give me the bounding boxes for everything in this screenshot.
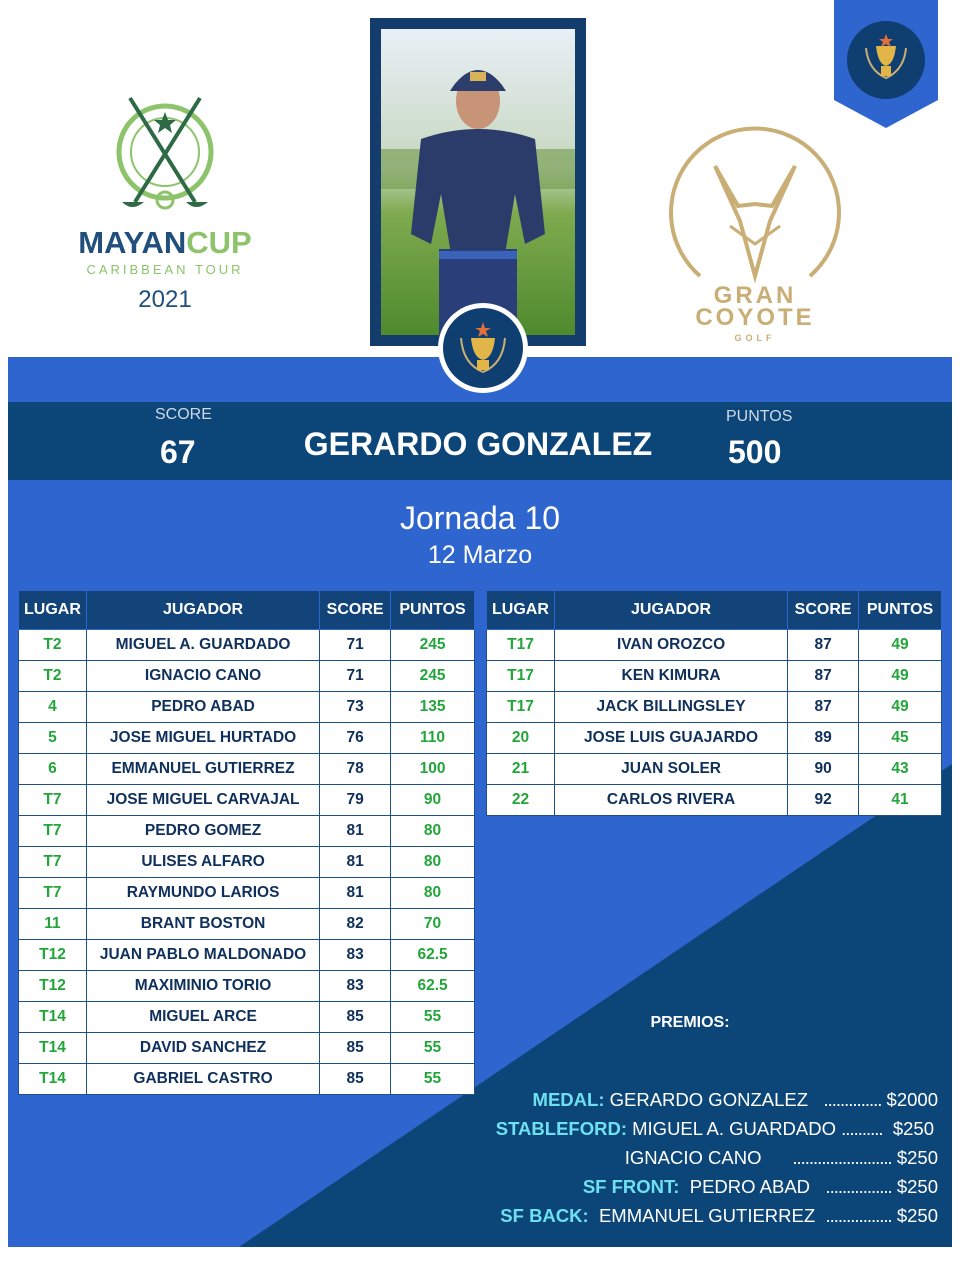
points-cell: 55	[391, 1064, 475, 1095]
trophy-laurel-icon	[437, 302, 529, 394]
header-lugar: LUGAR	[487, 591, 555, 630]
score-cell: 85	[320, 1002, 391, 1033]
table-row	[19, 1002, 475, 1033]
points-cell: 80	[391, 816, 475, 847]
table-row	[19, 909, 475, 940]
place-cell: T7	[19, 878, 87, 909]
round-title: Jornada 10	[399, 500, 561, 536]
player-cell: EMMANUEL GUTIERREZ	[86, 754, 319, 785]
prize-category: SF FRONT:	[582, 1176, 680, 1197]
prize-category: MEDAL:	[532, 1089, 605, 1110]
table-row	[19, 785, 475, 816]
points-cell: 135	[391, 692, 475, 723]
player-cell: JUAN SOLER	[554, 754, 787, 785]
score-cell: 87	[788, 692, 859, 723]
table-row	[19, 971, 475, 1002]
table-row	[19, 940, 475, 971]
place-cell: 4	[19, 692, 87, 723]
player-summary-bar	[8, 402, 952, 480]
place-cell: T17	[487, 630, 555, 661]
score-cell: 81	[320, 847, 391, 878]
table-row	[19, 1064, 475, 1095]
points-cell: 49	[859, 692, 942, 723]
player-cell: ULISES ALFARO	[86, 847, 319, 878]
score-label: SCORE	[155, 406, 212, 423]
player-name: GERARDO GONZALEZ	[303, 426, 653, 462]
place-cell: 20	[487, 723, 555, 754]
player-cell: IVAN OROZCO	[554, 630, 787, 661]
player-cell: JACK BILLINGSLEY	[554, 692, 787, 723]
gran-coyote-logo	[660, 126, 860, 356]
prize-dots: ..........	[841, 1118, 883, 1139]
prize-stableford-1	[496, 1118, 934, 1140]
points-label: PUNTOS	[726, 408, 793, 425]
table-row	[19, 816, 475, 847]
score-cell: 78	[320, 754, 391, 785]
header-score: SCORE	[788, 591, 859, 630]
player-cell: MIGUEL A. GUARDADO	[86, 630, 319, 661]
table-row	[19, 878, 475, 909]
header-puntos: PUNTOS	[391, 591, 475, 630]
table-row	[19, 630, 475, 661]
place-cell: T7	[19, 847, 87, 878]
points-cell: 43	[859, 754, 942, 785]
header-puntos: PUNTOS	[859, 591, 942, 630]
points-cell: 110	[391, 723, 475, 754]
points-cell: 245	[391, 661, 475, 692]
trophy-ribbon	[834, 0, 938, 128]
player-cell: JOSE LUIS GUAJARDO	[554, 723, 787, 754]
prize-medal	[533, 1089, 938, 1111]
score-cell: 90	[788, 754, 859, 785]
score-cell: 87	[788, 661, 859, 692]
prize-category: STABLEFORD:	[495, 1118, 627, 1139]
prize-player: MIGUEL A. GUARDADO	[632, 1118, 837, 1139]
place-cell: T14	[19, 1064, 87, 1095]
header-jugador: JUGADOR	[554, 591, 787, 630]
mayan-cup-subtitle: CARIBBEAN TOUR	[86, 262, 244, 277]
score-cell: 83	[320, 940, 391, 971]
header-score: SCORE	[320, 591, 391, 630]
prize-player: EMMANUEL GUTIERREZ	[598, 1205, 816, 1226]
player-cell: PEDRO GOMEZ	[86, 816, 319, 847]
player-cell: KEN KIMURA	[554, 661, 787, 692]
header-jugador: JUGADOR	[86, 591, 319, 630]
mayan-cup-logo	[60, 90, 270, 320]
points-cell: 49	[859, 661, 942, 692]
points-cell: 62.5	[391, 971, 475, 1002]
coyote-word-golf: GOLF	[734, 333, 776, 343]
table-header-row	[487, 591, 942, 630]
prize-dots: ........................	[792, 1147, 892, 1168]
place-cell: T7	[19, 785, 87, 816]
points-cell: 80	[391, 878, 475, 909]
place-cell: T2	[19, 630, 87, 661]
table-header-row	[19, 591, 475, 630]
golf-clubs-icon	[100, 90, 230, 220]
table-row	[487, 692, 942, 723]
round-date: 12 Marzo	[427, 541, 533, 569]
table-row	[19, 661, 475, 692]
coyote-word-gran: GRAN	[713, 282, 797, 309]
table-row	[19, 847, 475, 878]
points-cell: 62.5	[391, 940, 475, 971]
points-cell: 55	[391, 1002, 475, 1033]
prize-amount: $250	[892, 1118, 934, 1139]
points-value: 500	[728, 434, 782, 470]
prize-dots: ................	[825, 1205, 892, 1226]
player-cell: IGNACIO CANO	[86, 661, 319, 692]
place-cell: T14	[19, 1002, 87, 1033]
table-row	[19, 754, 475, 785]
player-cell: MIGUEL ARCE	[86, 1002, 319, 1033]
mayan-cup-wordmark: MAYANCUP	[78, 225, 252, 260]
coyote-word-coyote: COYOTE	[695, 304, 815, 331]
score-cell: 92	[788, 785, 859, 816]
prize-sf-front	[583, 1176, 938, 1198]
table-row	[19, 723, 475, 754]
place-cell: 21	[487, 754, 555, 785]
points-cell: 80	[391, 847, 475, 878]
place-cell: T7	[19, 816, 87, 847]
table-row	[487, 630, 942, 661]
points-cell: 245	[391, 630, 475, 661]
score-cell: 85	[320, 1033, 391, 1064]
place-cell: 5	[19, 723, 87, 754]
prize-player: GERARDO GONZALEZ	[609, 1089, 809, 1110]
score-cell: 76	[320, 723, 391, 754]
place-cell: 22	[487, 785, 555, 816]
score-cell: 81	[320, 878, 391, 909]
score-cell: 81	[320, 816, 391, 847]
score-cell: 83	[320, 971, 391, 1002]
points-cell: 100	[391, 754, 475, 785]
leaderboard-table-right	[486, 590, 942, 816]
score-cell: 85	[320, 1064, 391, 1095]
place-cell: T14	[19, 1033, 87, 1064]
place-cell: 6	[19, 754, 87, 785]
player-cell: GABRIEL CASTRO	[86, 1064, 319, 1095]
place-cell: T17	[487, 692, 555, 723]
leaderboard-table-left	[18, 590, 475, 1095]
mayan-cup-year: 2021	[138, 286, 192, 313]
prize-amount: $2000	[886, 1089, 938, 1110]
player-cell: RAYMUNDO LARIOS	[86, 878, 319, 909]
points-cell: 90	[391, 785, 475, 816]
points-cell: 70	[391, 909, 475, 940]
score-value: 67	[160, 434, 196, 470]
player-cell: MAXIMINIO TORIO	[86, 971, 319, 1002]
player-cell: BRANT BOSTON	[86, 909, 319, 940]
player-cell: DAVID SANCHEZ	[86, 1033, 319, 1064]
player-photo	[370, 18, 586, 346]
player-cell: PEDRO ABAD	[86, 692, 319, 723]
prize-dots: ..............	[823, 1089, 882, 1110]
prize-player: IGNACIO CANO	[624, 1147, 762, 1168]
prize-dots: ................	[825, 1176, 892, 1197]
score-cell: 71	[320, 661, 391, 692]
points-cell: 45	[859, 723, 942, 754]
prize-amount: $250	[896, 1147, 938, 1168]
prize-sf-back	[500, 1205, 938, 1227]
place-cell: T17	[487, 661, 555, 692]
table-row	[19, 692, 475, 723]
player-cell: JOSE MIGUEL HURTADO	[86, 723, 319, 754]
prize-player: PEDRO ABAD	[689, 1176, 811, 1197]
player-cell: JOSE MIGUEL CARVAJAL	[86, 785, 319, 816]
score-cell: 71	[320, 630, 391, 661]
score-cell: 87	[788, 630, 859, 661]
prize-amount: $250	[896, 1176, 938, 1197]
prize-category: SF BACK:	[500, 1205, 589, 1226]
header-lugar: LUGAR	[19, 591, 87, 630]
table-row	[19, 1033, 475, 1064]
score-cell: 89	[788, 723, 859, 754]
prize-stableford-2	[625, 1147, 938, 1169]
place-cell: 11	[19, 909, 87, 940]
prizes-title: PREMIOS:	[650, 1014, 730, 1031]
place-cell: T2	[19, 661, 87, 692]
table-row	[487, 754, 942, 785]
table-row	[487, 723, 942, 754]
points-cell: 55	[391, 1033, 475, 1064]
place-cell: T12	[19, 940, 87, 971]
points-cell: 41	[859, 785, 942, 816]
score-cell: 73	[320, 692, 391, 723]
place-cell: T12	[19, 971, 87, 1002]
score-cell: 79	[320, 785, 391, 816]
player-cell: JUAN PABLO MALDONADO	[86, 940, 319, 971]
points-cell: 49	[859, 630, 942, 661]
table-row	[487, 661, 942, 692]
player-cell: CARLOS RIVERA	[554, 785, 787, 816]
prize-amount: $250	[896, 1205, 938, 1226]
score-cell: 82	[320, 909, 391, 940]
table-row	[487, 785, 942, 816]
